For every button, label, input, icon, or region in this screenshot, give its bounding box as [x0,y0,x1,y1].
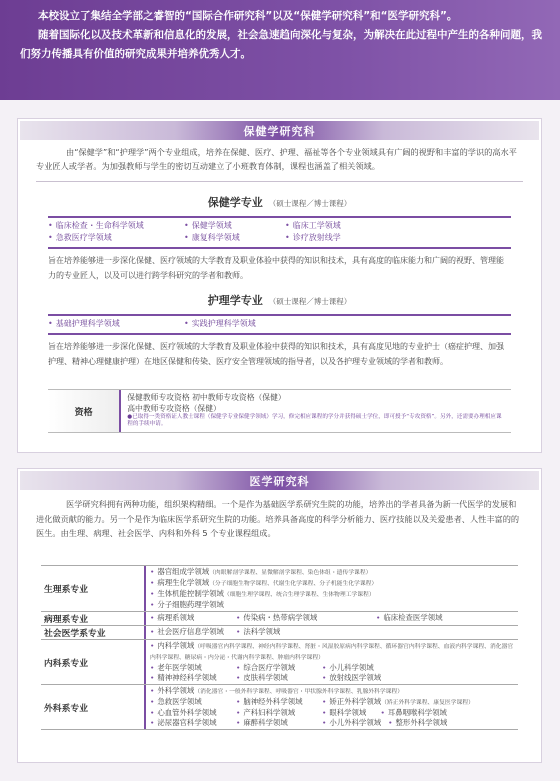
list-item: • 放射线医学领域 [322,673,514,683]
field-item: • 临床工学领域 [285,220,511,232]
field-item: • 实践护理科学领域 [184,318,511,330]
field-item: • 急救医疗学领域 [48,232,176,244]
list-item: • 皮肤科学领域 [236,673,322,683]
row-body [144,566,518,611]
field-item: • 临床检查・生命科学领域 [48,220,176,232]
row-label: 内科系专业 [44,658,88,669]
medicine-card [17,468,542,763]
list-item: • 急救医学领域 [150,697,236,708]
health-sciences-card [17,118,542,453]
qualification-box [48,389,511,433]
list-item: • 器官组成学领域（肉眼解剖学课程、显微解剖学课程、染色体组・遗传学课程） [150,567,514,578]
qualification-body [121,390,511,432]
list-item: • 分子细胞药理学领域 [150,600,514,610]
row-label: 生理系专业 [44,585,88,595]
list-item: • 泌尿器官科学领域 [150,718,236,728]
health-sciences-intro: 由“保健学”和“护理学”两个专业组成，培养在保健、医疗、护理、福祉等各个专业领域具有广阔的视野和丰富的学识的高水平专业匠人或学者。为加强教师与学生的密切互动建立了小班教育体制，课程也涵盖了相关领域。 [36,147,517,171]
list-item: • 临床检查医学领域 [376,613,514,623]
table-row [41,685,518,730]
list-item: • 精神神经科学领域 [150,673,236,683]
list-item: • 生体机能控制学领域（细胞生理学课程、统合生理学课程、生体物理工学课程） [150,589,514,600]
list-item: • 综合医疗学领域 [236,663,322,673]
row-body [144,640,518,684]
row-body [144,626,518,639]
qualification-label: 资格 [48,390,121,432]
intro-line-1: 本校设立了集结全学部之睿智的“国际合作研究科”以及“保健学研究科”和“医学研究科”。 [38,10,458,22]
row-label: 外科系专业 [44,703,88,714]
major-health-note: （硕士课程／博士课程） [268,199,352,208]
major-nursing-desc: 旨在培养能够进一步深化保健、医疗领域的大学教育及职业体验中获得的知识和技术，具有高度见地的专业护士（癌症护理、加强护理、精神心理健康护理）在地区保健和传染、医疗安全管理领域的指导者，以及各护理专业领域的学者和教师。 [48,342,504,366]
field-item: • 康复科学领域 [184,232,277,244]
list-item: • 矫正外科学领域（矫正外科学课程、康复医学课程） [322,697,514,708]
qualification-line: 高中教师专攻资格（保健） [127,404,221,413]
health-sciences-title: 保健学研究科 [243,125,316,138]
field-item: • 保健学领域 [184,220,277,232]
table-row [41,612,518,626]
major-nursing-note: （硕士课程／博士课程） [268,297,352,306]
major-nursing-title [18,292,541,308]
medicine-title: 医学研究科 [249,475,310,488]
table-row [41,640,518,685]
medicine-header [20,471,539,490]
list-item: • 病理生化学领域（分子细胞生物学课程、代谢生化学课程、分子机能生化学课程） [150,578,514,589]
major-health-fields [48,216,511,249]
field-item: • 基础护理科学领域 [48,318,176,330]
intro-line-2: 随着国际化以及技术革新和信息化的发展，社会急速趋向深化与复杂，为解决在此过程中产生的各种问题，我们努力传播具有价值的研究成果并培养优秀人才。 [20,29,542,60]
list-item: • 小儿外科学领域 • 整形外科学领域 [322,718,514,728]
health-sciences-header [20,121,539,140]
major-health-desc: 旨在培养能够进一步深化保健、医疗领域的大学教育及职业体验中获得的知识和技术，具有高度的临床能力和广阔的视野、管理能力的专业匠人，以及可以进行跨学科研究的学者和教师。 [48,256,504,280]
list-item: • 外科学领域（消化器官・一般外科学课程、呼吸器官・甲状腺外科学课程、乳腺外科学课程） [150,686,514,697]
list-item: • 病理系领域 [150,613,236,623]
row-label: 病理系专业 [44,615,88,625]
row-label: 社会医学系专业 [44,629,106,639]
medicine-intro: 医学研究科拥有两种功能，组织架构精细。一个是作为基础医学系研究生院的功能，培养出的学者具备为新一代医学的发展和进化做贡献的能力。另一个是作为临床医学系研究生院的功能。培养具备高度的科学分析能力、医疗技能以及关爱患者、人性丰富的的医生。由生理、病理、社会医学、内科和外科 5 个专业课程组成。 [36,499,520,538]
row-body [144,685,518,729]
list-item: • 传染病・热带病学领域 [236,613,376,623]
list-item: • 眼科学领域 • 耳鼻咽喉科学领域 [322,708,514,718]
field-item: • 诊疗放射线学 [285,232,511,244]
list-item: • 麻醉科学领域 [236,718,322,728]
list-item: • 老年医学领域 [150,663,236,673]
major-nursing-name: 护理学专业 [207,294,263,307]
major-nursing-fields [48,314,511,335]
list-item: • 产科妇科学领域 [236,708,322,718]
list-item: • 内科学领域（呼吸器官内科学课程、神经内科学课程、肾脏・风湿胶原病内科学课程、循环器官内科学课程、血液内科学课程、消化器官内科学课程、糖尿病・内分泌・代谢内科学课程、肿瘤内科学课程） [150,641,514,663]
list-item: • 脑神经外科学领域 [236,697,322,708]
intro-banner [0,0,560,100]
department-table [41,565,518,730]
list-item: • 法科学领域 [236,627,514,637]
table-row [41,566,518,612]
row-body [144,612,518,625]
major-health-name: 保健学专业 [207,196,263,209]
qualification-note: ●已取得一类资格证人教士课程（保健学专业保健学领域）学习，修完相应课程的学分并获得硕士学位，即可授予“专攻资格”。另外，还需要办理相应课程的手续申请。 [127,414,502,427]
list-item: • 小儿科学领域 [322,663,514,673]
list-item: • 社会医疗信息学领域 [150,627,236,637]
table-row [41,626,518,640]
list-item: • 心血管外科学领域 [150,708,236,718]
divider [36,181,523,182]
major-health-title [18,194,541,210]
qualification-line: 保健教师专攻资格 初中教师专攻资格（保健） [127,393,286,402]
